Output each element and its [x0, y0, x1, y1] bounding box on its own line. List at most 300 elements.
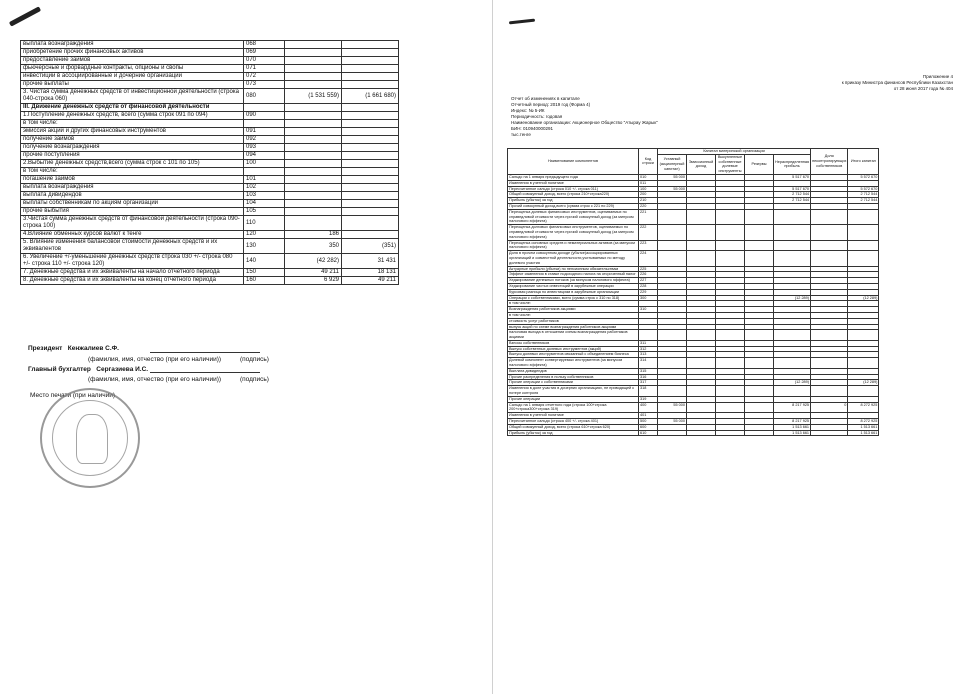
cell-name: Прочие распределения в пользу собственников: [508, 374, 639, 380]
cell-c5: [774, 330, 811, 341]
cell-name: в том числе:: [508, 312, 639, 318]
cell-c1: [658, 251, 687, 266]
cell-name: Общий совокупный доход, всего (строка 210+строка220): [508, 192, 639, 198]
col-group-header: Капитал материнской организации: [658, 149, 811, 155]
cell-v1: 6 929: [285, 277, 342, 285]
cell-name: Изменения в учетной политике: [508, 180, 639, 186]
cell-code: 319: [639, 396, 658, 402]
cell-code: 160: [244, 277, 285, 285]
cell-v2: [342, 136, 399, 144]
cell-code: 103: [244, 192, 285, 200]
cell-code: 221: [639, 209, 658, 224]
cell-code: 223: [639, 240, 658, 251]
president-signature: [150, 346, 260, 353]
table-row: [21, 168, 399, 176]
table-row: [21, 144, 399, 152]
cell-v1: 350: [285, 239, 342, 254]
cell-name: 3. Чистая сумма денежных средств от инвестиционной деятельности (строка 040-строка 060): [21, 89, 244, 104]
cell-c5: 5 517 670: [774, 174, 811, 180]
cell-c1: [658, 240, 687, 251]
cell-v2: (351): [342, 239, 399, 254]
cell-v1: 186: [285, 231, 342, 239]
cell-name: Хеджирование денежных потоков (за минусом налогового эффекта): [508, 278, 639, 284]
cell-name: прочие выплаты: [21, 81, 244, 89]
cell-name: Прочий совокупный доход,всего (сумма строк с 221 по 229): [508, 203, 639, 209]
cell-code: 313: [639, 352, 658, 358]
table-row: [21, 57, 399, 65]
cell-c4: [745, 386, 774, 397]
cell-code: 140: [244, 254, 285, 269]
cell-v2: (1 661 680): [342, 89, 399, 104]
cell-name: Прибыль (убыток) за год: [508, 198, 639, 204]
cell-code: 150: [244, 269, 285, 277]
cell-c7: (12 289): [848, 295, 879, 301]
cell-code: 600: [639, 424, 658, 430]
cell-c5: 8 217 925: [774, 419, 811, 425]
cell-v2: 18 131: [342, 269, 399, 277]
cell-c7: 1 513 661: [848, 430, 879, 436]
cell-code: 222: [639, 225, 658, 240]
cell-code: 071: [244, 65, 285, 73]
table-row: [21, 104, 399, 112]
table-row: [21, 192, 399, 200]
report-period: Отчетный период: 2019 год (Форма 4): [511, 102, 591, 107]
cell-name: выплата вознаграждения: [21, 41, 244, 49]
table-row: [21, 120, 399, 128]
cell-v1: [285, 120, 342, 128]
table-row: [21, 41, 399, 49]
cell-c7: 1 513 661: [848, 424, 879, 430]
cell-c4: [745, 225, 774, 240]
cell-code: 225: [639, 266, 658, 272]
cell-code: 311: [639, 340, 658, 346]
cell-v2: [342, 49, 399, 57]
col-share-capital-header: Уставный (акционерный капитал): [658, 154, 687, 174]
cell-name: эмиссия акций и других финансовых инструментов: [21, 128, 244, 136]
cell-code: 315: [639, 368, 658, 374]
cell-v1: [285, 49, 342, 57]
table-row: [508, 240, 879, 251]
cell-v1: [285, 57, 342, 65]
accountant-signature: [150, 366, 260, 373]
cell-name: 3.Чистая сумма денежных средств от финансовой деятельности (строка 090-строка 100): [21, 216, 244, 231]
table-row: [21, 160, 399, 168]
cell-code: 200: [639, 192, 658, 198]
cell-c4: [745, 358, 774, 369]
cell-c6: [811, 240, 848, 251]
cell-v2: [342, 41, 399, 49]
cell-code: 316: [639, 374, 658, 380]
cell-v1: [285, 136, 342, 144]
cell-code: 130: [244, 239, 285, 254]
cell-c2: [687, 330, 716, 341]
cell-code: 610: [639, 430, 658, 436]
cell-name: прочие поступления: [21, 152, 244, 160]
cell-c7: [848, 358, 879, 369]
cell-c5: 5 517 670: [774, 186, 811, 192]
cell-v1: [285, 152, 342, 160]
cell-v1: 49 211: [285, 269, 342, 277]
col-total-header: Итого капитал: [848, 149, 879, 175]
table-row: [508, 251, 879, 266]
cell-name: 1.Поступление денежных средств, всего (сумма строк 091 по 094): [21, 112, 244, 120]
cell-name: Изменения в доле участия в дочерних организациях, не приводящей к потере контроля: [508, 386, 639, 397]
cell-code: 110: [244, 216, 285, 231]
cell-name: Общий совокупный доход, всего (строка 610+строка 620): [508, 424, 639, 430]
cell-code: 080: [244, 89, 285, 104]
cell-name: налоговая выгода в отношении схемы вознаграждения работников акциями: [508, 330, 639, 341]
cell-code: 090: [244, 112, 285, 120]
cell-code: 102: [244, 184, 285, 192]
table-row: [508, 330, 879, 341]
cell-v1: [285, 160, 342, 168]
col-minority-header: Доля неконтролирующих собственников: [811, 149, 848, 175]
cell-v1: [285, 104, 342, 112]
cell-v2: [342, 184, 399, 192]
scan-mark: [9, 6, 41, 26]
table-row: [21, 231, 399, 239]
cell-c7: 8 272 925: [848, 419, 879, 425]
table-row: [21, 269, 399, 277]
cell-name: Сальдо на 1 января предыдущего года: [508, 174, 639, 180]
cell-v1: [285, 144, 342, 152]
cell-c3: [716, 251, 745, 266]
cell-v2: [342, 176, 399, 184]
cell-name: Переоценка долевых финансовых инструментов, оцениваемых по справедливой стоимости через прочий совокупный доход (за минусом налогового эффекта): [508, 209, 639, 224]
cell-code: 210: [639, 198, 658, 204]
cell-v1: (1 531 559): [285, 89, 342, 104]
cell-c7: 5 572 670: [848, 186, 879, 192]
cell-name: Актуарные прибыли (убытки) по пенсионным обязательствам: [508, 266, 639, 272]
fio-hint-1: (фамилия, имя, отчество (при его наличии)): [88, 356, 222, 363]
president-signature-block: [28, 345, 119, 352]
cell-name: III. Движение денежных средств от финансовой деятельности: [21, 104, 244, 112]
cell-c3: [716, 225, 745, 240]
cell-v2: [342, 65, 399, 73]
cell-c7: [848, 330, 879, 341]
cell-name: Прибыль (убыток) за год: [508, 430, 639, 436]
table-row: [21, 112, 399, 120]
cell-v2: [342, 112, 399, 120]
cell-code: 073: [244, 81, 285, 89]
sign-hint-1: (подпись): [240, 356, 269, 363]
cell-c6: [811, 430, 848, 436]
cell-c7: [848, 209, 879, 224]
cell-name: Пересчитанное сальдо (строка 400 +/- строка 401): [508, 419, 639, 425]
appendix-header: Приложение 4 к приказу Министра финансов Республики Казахстан от 28 июня 2017 года № 404: [841, 74, 953, 91]
cell-c3: [716, 240, 745, 251]
cell-c5: 2 712 544: [774, 198, 811, 204]
cell-name: Взносы собственников: [508, 340, 639, 346]
cell-name: Переоценка основных средств и нематериальных активов (за минусом налогового эффекта): [508, 240, 639, 251]
table-row: [508, 430, 879, 436]
cell-name: Изменения в учетной политике: [508, 413, 639, 419]
table-row: [21, 81, 399, 89]
cell-v1: [285, 200, 342, 208]
cell-v1: [285, 65, 342, 73]
cell-c5: 1 513 661: [774, 430, 811, 436]
cell-c5: [774, 251, 811, 266]
cell-code: 318: [639, 386, 658, 397]
cell-v1: [285, 73, 342, 81]
cell-code: 100: [639, 186, 658, 192]
cell-v1: [285, 192, 342, 200]
cell-name: выпуск акций по схеме вознаграждения работников акциями: [508, 324, 639, 330]
cell-name: Эффект изменения в ставке подоходного налога на отсроченный налог: [508, 272, 639, 278]
cell-c1: [658, 358, 687, 369]
cell-c5: 8 217 925: [774, 402, 811, 413]
cell-c5: [774, 225, 811, 240]
accountant-name: Сергазиева И.С.: [96, 366, 149, 373]
org-bin: БИН: 010940000291: [511, 126, 553, 131]
table-row: [21, 277, 399, 285]
stamp-label: Место печати (при наличии): [30, 392, 116, 399]
cell-c2: [687, 430, 716, 436]
cell-code: 314: [639, 358, 658, 369]
accountant-signature-block: [28, 366, 148, 373]
cell-code: 068: [244, 41, 285, 49]
cell-c1: 55 000: [658, 174, 687, 180]
president-label: Президент: [28, 345, 63, 352]
cell-code: 105: [244, 208, 285, 216]
cell-c1: 55 000: [658, 402, 687, 413]
report-meta: [511, 96, 658, 138]
fio-hint-2: (фамилия, имя, отчество (при его наличии)): [88, 376, 222, 383]
cell-name: Прочие операции с собственниками: [508, 380, 639, 386]
cell-c7: 2 712 544: [848, 192, 879, 198]
cell-v1: [285, 128, 342, 136]
cell-c1: 55 000: [658, 419, 687, 425]
cell-code: 093: [244, 144, 285, 152]
cell-code: 120: [244, 231, 285, 239]
cell-name: 7. Денежные средства и их эквиваленты на начало отчетного периода: [21, 269, 244, 277]
table-row: [21, 216, 399, 231]
cell-code: 310: [639, 307, 658, 313]
cell-v2: [342, 144, 399, 152]
col-reserves-header: Резервы: [745, 154, 774, 174]
cell-name: Переоценка долговых финансовых инструментов, оцениваемых по справедливой стоимости через прочий совокупный доход (за минусом налогового эффекта): [508, 225, 639, 240]
cell-v2: [342, 81, 399, 89]
cell-code: [244, 168, 285, 176]
cell-c3: [716, 386, 745, 397]
cell-c7: 2 712 544: [848, 198, 879, 204]
cell-v1: [285, 184, 342, 192]
cell-c5: [774, 240, 811, 251]
cell-c1: [658, 386, 687, 397]
table-row: [21, 176, 399, 184]
cell-code: 069: [244, 49, 285, 57]
cell-v1: [285, 168, 342, 176]
cell-code: 072: [244, 73, 285, 81]
cell-code: 226: [639, 272, 658, 278]
cell-c2: [687, 209, 716, 224]
cell-name: Вознаграждения работников акциями: [508, 307, 639, 313]
cell-v1: [285, 208, 342, 216]
cell-v2: [342, 152, 399, 160]
cell-name: Прочие операции: [508, 396, 639, 402]
report-title: Отчет об изменениях в капитале: [511, 96, 580, 101]
cell-c3: [716, 209, 745, 224]
table-row: [21, 128, 399, 136]
cell-c6: [811, 225, 848, 240]
cell-v2: [342, 160, 399, 168]
cell-c7: 5 572 670: [848, 174, 879, 180]
cell-v1: [285, 216, 342, 231]
cell-code: [244, 120, 285, 128]
cell-c1: [658, 225, 687, 240]
cell-name: предоставление займов: [21, 57, 244, 65]
cell-name: Выплата дивидендов: [508, 368, 639, 374]
cell-name: Выпуск собственных долевых инструментов (акций): [508, 346, 639, 352]
cell-c7: [848, 240, 879, 251]
col-treasury-header: Выкупленные собственные долевые инструменты: [716, 154, 745, 174]
cell-name: 6. Увеличение +/-уменьшение денежных средств строка 030 +/- строка 080 +/- строка 110 +/- строка 120): [21, 254, 244, 269]
col-name-header: Наименование компонентов: [508, 149, 639, 175]
cell-c7: [848, 225, 879, 240]
cell-code: 400: [639, 402, 658, 413]
cell-code: 228: [639, 283, 658, 289]
table-row: [21, 254, 399, 269]
cell-code: 224: [639, 251, 658, 266]
cell-code: [639, 330, 658, 341]
cell-code: 317: [639, 380, 658, 386]
equity-changes-page: [492, 0, 980, 694]
cell-code: 220: [639, 203, 658, 209]
table-row: [21, 184, 399, 192]
cell-v1: [285, 41, 342, 49]
cell-v2: [342, 120, 399, 128]
cell-c4: [745, 330, 774, 341]
cell-c4: [745, 251, 774, 266]
cell-c6: [811, 251, 848, 266]
cell-v2: [342, 104, 399, 112]
cell-c4: [745, 430, 774, 436]
cell-code: 229: [639, 289, 658, 295]
cell-name: выплата дивидендов: [21, 192, 244, 200]
cell-c5: [774, 386, 811, 397]
cell-code: 300: [639, 295, 658, 301]
cell-c6: [811, 209, 848, 224]
cell-c4: [745, 209, 774, 224]
cell-v1: [285, 81, 342, 89]
cell-name: Доля в прочем совокупном доходе (убытке)ассоциированных организаций и совместной деятельности,учитываемых по методу долевого участия: [508, 251, 639, 266]
cell-name: выплата вознаграждения: [21, 184, 244, 192]
cell-code: 227: [639, 278, 658, 284]
cell-v1: [285, 112, 342, 120]
cell-c2: [687, 225, 716, 240]
cell-c4: [745, 240, 774, 251]
table-row: [21, 49, 399, 57]
report-index: Индекс: № 5-ИК: [511, 108, 545, 113]
cell-c7: [848, 251, 879, 266]
cell-name: Долевой компонент конвертируемых инструментов (за минусом налогового эффекта): [508, 358, 639, 369]
cell-name: Пересчитанное сальдо (строка 010 +/- строка 011): [508, 186, 639, 192]
cash-flow-table: [20, 40, 399, 285]
cell-v2: [342, 57, 399, 65]
cell-name: получение займов: [21, 136, 244, 144]
cell-code: 094: [244, 152, 285, 160]
cell-name: фьючерсные и форвардные контракты, опционы и свопы: [21, 65, 244, 73]
table-row: [508, 386, 879, 397]
cell-code: 401: [639, 413, 658, 419]
cell-code: 500: [639, 419, 658, 425]
president-name: Кенжалиев С.Ф.: [67, 345, 119, 352]
cell-code: 100: [244, 160, 285, 168]
table-row: [21, 208, 399, 216]
cell-name: Выпуск долевых инструментов связанный с объединением бизнеса: [508, 352, 639, 358]
cell-code: 070: [244, 57, 285, 65]
cell-c5: 1 513 661: [774, 424, 811, 430]
col-retained-header: Нераспределенная прибыль: [774, 154, 811, 174]
cell-name: прочие выбытия: [21, 208, 244, 216]
table-row: [21, 89, 399, 104]
scan-mark: [509, 19, 535, 25]
cell-code: [244, 104, 285, 112]
table-row: [508, 358, 879, 369]
cell-c5: [774, 358, 811, 369]
cell-c7: [848, 386, 879, 397]
cell-name: приобретение прочих финансовых активов: [21, 49, 244, 57]
cell-name: 8. Денежные средства и их эквиваленты на конец отчетного периода: [21, 277, 244, 285]
cell-c3: [716, 358, 745, 369]
cell-name: инвестиции в ассоциированные и дочерние организации: [21, 73, 244, 81]
sign-hint-2: (подпись): [240, 376, 269, 383]
org-name: Наименование организации: Акционерное Общество "Атырау Жарык": [511, 120, 658, 125]
cell-c5: 2 712 544: [774, 192, 811, 198]
units: тыс.тенге: [511, 132, 531, 137]
cell-name: 5. Влияние изменения балансовой стоимости денежных средств и их эквивалентов: [21, 239, 244, 254]
cell-c2: [687, 240, 716, 251]
cell-c2: [687, 402, 716, 413]
cell-v2: [342, 231, 399, 239]
col-share-premium-header: Эмиссионный доход: [687, 154, 716, 174]
cell-v1: (42 282): [285, 254, 342, 269]
cell-c6: [811, 358, 848, 369]
cell-c1: [658, 430, 687, 436]
cell-name: Сальдо на 1 января отчетного года (строка 100+строка 200+строка300+строка 319): [508, 402, 639, 413]
accountant-label: Главный бухгалтер: [28, 366, 91, 373]
cell-c1: 55 000: [658, 186, 687, 192]
cell-v2: [342, 200, 399, 208]
cell-name: 4.Влияние обменных курсов валют к тенге: [21, 231, 244, 239]
cell-v2: [342, 208, 399, 216]
cell-c2: [687, 386, 716, 397]
table-row: [508, 402, 879, 413]
cell-v2: 31 431: [342, 254, 399, 269]
cell-name: выплаты собственникам по акциям организации: [21, 200, 244, 208]
cell-code: 010: [639, 174, 658, 180]
company-seal: [40, 388, 140, 488]
cell-v2: [342, 168, 399, 176]
cell-name: получение вознаграждения: [21, 144, 244, 152]
cell-c6: 0: [811, 402, 848, 413]
cell-name: в том числе:: [21, 120, 244, 128]
cell-name: в том числе:: [21, 168, 244, 176]
cell-code: 091: [244, 128, 285, 136]
cell-c1: [658, 209, 687, 224]
cell-c7: (12 289): [848, 380, 879, 386]
cell-name: 2.Выбытие денежных средств,всего (сумма строк с 101 по 105): [21, 160, 244, 168]
cell-name: в том числе:: [508, 301, 639, 307]
cell-v2: [342, 128, 399, 136]
cell-c6: [811, 386, 848, 397]
cell-code: 104: [244, 200, 285, 208]
col-code-header: Код строки: [639, 149, 658, 175]
cell-c3: [716, 430, 745, 436]
cell-c5: (12 289): [774, 380, 811, 386]
cell-c5: [774, 209, 811, 224]
cell-c2: [687, 251, 716, 266]
